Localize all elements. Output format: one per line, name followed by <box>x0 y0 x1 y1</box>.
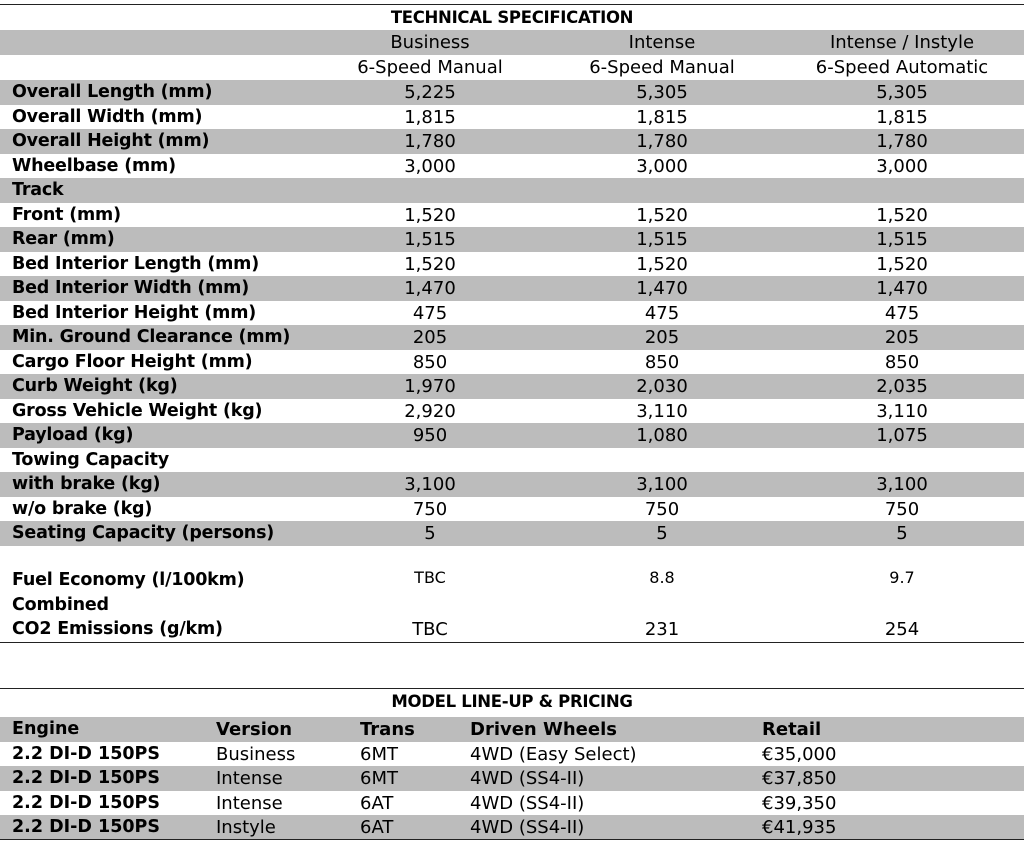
row-label: CO2 Emissions (g/km) <box>12 619 223 639</box>
divider <box>0 839 1024 840</box>
driven-wheels-cell: 4WD (SS4-II) <box>470 817 585 838</box>
engine-cell: 2.2 DI-D 150PS <box>12 768 160 788</box>
cell-value: 3,000 <box>404 155 456 177</box>
column-transmission: 6-Speed Manual <box>357 57 503 78</box>
spec-row <box>0 350 1024 375</box>
cell-value: 1,515 <box>404 229 456 250</box>
cell-value: TBC <box>412 619 448 640</box>
pricing-header-row <box>0 717 1024 742</box>
row-label: Min. Ground Clearance (mm) <box>12 327 291 347</box>
row-label: Bed Interior Length (mm) <box>12 253 259 274</box>
pricing-title: MODEL LINE-UP & PRICING <box>0 688 1024 712</box>
driven-wheels-cell: 4WD (Easy Select) <box>470 743 637 765</box>
cell-value: 850 <box>412 351 448 373</box>
row-label: w/o brake (kg) <box>12 498 153 519</box>
trans-cell: 6MT <box>360 743 398 765</box>
spec-row <box>0 521 1024 546</box>
spec-row <box>0 129 1024 154</box>
cell-value: 750 <box>644 498 680 520</box>
spec-row <box>0 325 1024 350</box>
cell-value: 1,520 <box>876 253 928 275</box>
cell-value: 205 <box>644 327 680 348</box>
fuel-economy-row <box>0 568 1024 618</box>
row-label: Fuel Economy (l/100km) <box>12 570 245 590</box>
cell-value: 5 <box>896 523 908 544</box>
cell-value: 1,520 <box>636 204 688 226</box>
cell-value: 1,780 <box>404 131 456 152</box>
cell-value: 205 <box>412 327 448 348</box>
cell-value: 1,520 <box>404 253 456 275</box>
column-transmission: 6-Speed Automatic <box>815 57 989 78</box>
header-driven-wheels: Driven Wheels <box>470 719 617 740</box>
spec-row <box>0 227 1024 252</box>
header-version: Version <box>216 719 293 740</box>
cell-value: 231 <box>644 619 680 640</box>
driven-wheels-cell: 4WD (SS4-II) <box>470 792 585 814</box>
cell-value: 3,100 <box>876 474 928 495</box>
cell-value: 850 <box>884 351 920 373</box>
cell-value: 3,000 <box>636 155 688 177</box>
cell-value: 850 <box>644 351 680 373</box>
row-label: with brake (kg) <box>12 474 161 494</box>
cell-value: 475 <box>412 302 448 324</box>
row-label: Combined <box>12 595 109 615</box>
row-label: Bed Interior Height (mm) <box>12 302 257 323</box>
pricing-row <box>0 742 1024 767</box>
row-label: Towing Capacity <box>12 449 170 470</box>
version-cell: Instyle <box>216 817 276 838</box>
cell-value: 3,000 <box>876 155 928 177</box>
version-cell: Intense <box>216 792 283 814</box>
cell-value: 475 <box>644 302 680 324</box>
header-engine: Engine <box>12 719 80 739</box>
cell-value: 205 <box>884 327 920 348</box>
engine-cell: 2.2 DI-D 150PS <box>12 792 160 813</box>
spec-row <box>0 399 1024 424</box>
cell-value: 1,470 <box>404 278 456 299</box>
version-cell: Business <box>216 743 296 765</box>
trans-cell: 6MT <box>360 768 398 789</box>
cell-value: 1,780 <box>876 131 928 152</box>
spec-row <box>0 423 1024 448</box>
cell-value: 3,100 <box>636 474 688 495</box>
cell-value: 1,970 <box>404 376 456 397</box>
cell-value: 1,520 <box>876 204 928 226</box>
spec-row <box>0 154 1024 179</box>
spec-row <box>0 448 1024 473</box>
cell-value: 5,225 <box>404 82 456 103</box>
pricing-row <box>0 815 1024 840</box>
spec-header-row <box>0 30 1024 55</box>
spec-row <box>0 178 1024 203</box>
cell-value: 5 <box>424 523 436 544</box>
cell-value: 9.7 <box>889 568 915 587</box>
cell-value: 1,520 <box>636 253 688 275</box>
retail-price-cell: €37,850 <box>762 768 837 789</box>
row-label: Payload (kg) <box>12 425 134 445</box>
spec-row <box>0 203 1024 228</box>
divider <box>0 642 1024 643</box>
cell-value: 8.8 <box>649 568 675 587</box>
spec-row <box>0 472 1024 497</box>
trans-cell: 6AT <box>360 817 394 838</box>
row-label: Bed Interior Width (mm) <box>12 278 250 298</box>
engine-cell: 2.2 DI-D 150PS <box>12 817 160 837</box>
driven-wheels-cell: 4WD (SS4-II) <box>470 768 585 789</box>
cell-value: 1,815 <box>876 106 928 128</box>
cell-value: 475 <box>884 302 920 324</box>
cell-value: 5,305 <box>636 82 688 103</box>
pricing-row <box>0 791 1024 816</box>
cell-value: 1,470 <box>876 278 928 299</box>
retail-price-cell: €35,000 <box>762 743 837 765</box>
spec-row <box>0 276 1024 301</box>
cell-value: 1,780 <box>636 131 688 152</box>
row-label: Gross Vehicle Weight (kg) <box>12 400 263 421</box>
cell-value: 950 <box>412 425 448 446</box>
cell-value: 750 <box>884 498 920 520</box>
row-label: Curb Weight (kg) <box>12 376 178 396</box>
cell-value: 1,515 <box>876 229 928 250</box>
cell-value: 254 <box>884 619 920 640</box>
trans-cell: 6AT <box>360 792 394 814</box>
row-label: Wheelbase (mm) <box>12 155 176 176</box>
retail-price-cell: €41,935 <box>762 817 837 838</box>
spec-title: TECHNICAL SPECIFICATION <box>0 4 1024 28</box>
row-label: Seating Capacity (persons) <box>12 523 275 543</box>
cell-value: 750 <box>412 498 448 520</box>
cell-value: 3,110 <box>876 400 928 422</box>
cell-value: 1,520 <box>404 204 456 226</box>
cell-value: 1,515 <box>636 229 688 250</box>
version-cell: Intense <box>216 768 283 789</box>
cell-value: 1,470 <box>636 278 688 299</box>
spec-row <box>0 105 1024 130</box>
spec-row <box>0 80 1024 105</box>
cell-value: 1,815 <box>404 106 456 128</box>
cell-value: 5,305 <box>876 82 928 103</box>
cell-value: 5 <box>656 523 668 544</box>
cell-value: TBC <box>414 568 446 587</box>
header-retail: Retail <box>762 719 822 740</box>
row-label: Overall Length (mm) <box>12 82 213 102</box>
row-label: Front (mm) <box>12 204 121 225</box>
cell-value: 2,035 <box>876 376 928 397</box>
cell-value: 1,080 <box>636 425 688 446</box>
spec-row <box>0 374 1024 399</box>
cell-value: 3,100 <box>404 474 456 495</box>
spec-row <box>0 497 1024 522</box>
header-trans: Trans <box>360 719 415 740</box>
row-label: Overall Width (mm) <box>12 106 203 127</box>
pricing-row <box>0 766 1024 791</box>
engine-cell: 2.2 DI-D 150PS <box>12 743 160 764</box>
cell-value: 2,920 <box>404 400 456 422</box>
row-label: Overall Height (mm) <box>12 131 210 151</box>
column-name: Business <box>390 32 470 53</box>
cell-value: 2,030 <box>636 376 688 397</box>
retail-price-cell: €39,350 <box>762 792 837 814</box>
cell-value: 1,815 <box>636 106 688 128</box>
spec-header-trans-row <box>0 55 1024 80</box>
row-label: Track <box>12 180 64 200</box>
column-name: Intense / Instyle <box>829 32 975 53</box>
row-label: Rear (mm) <box>12 229 115 249</box>
co2-row <box>0 617 1024 642</box>
row-label: Cargo Floor Height (mm) <box>12 351 253 372</box>
cell-value: 1,075 <box>876 425 928 446</box>
column-name: Intense <box>628 32 696 53</box>
cell-value: 3,110 <box>636 400 688 422</box>
spec-row <box>0 301 1024 326</box>
column-transmission: 6-Speed Manual <box>589 57 735 78</box>
spec-row <box>0 252 1024 277</box>
